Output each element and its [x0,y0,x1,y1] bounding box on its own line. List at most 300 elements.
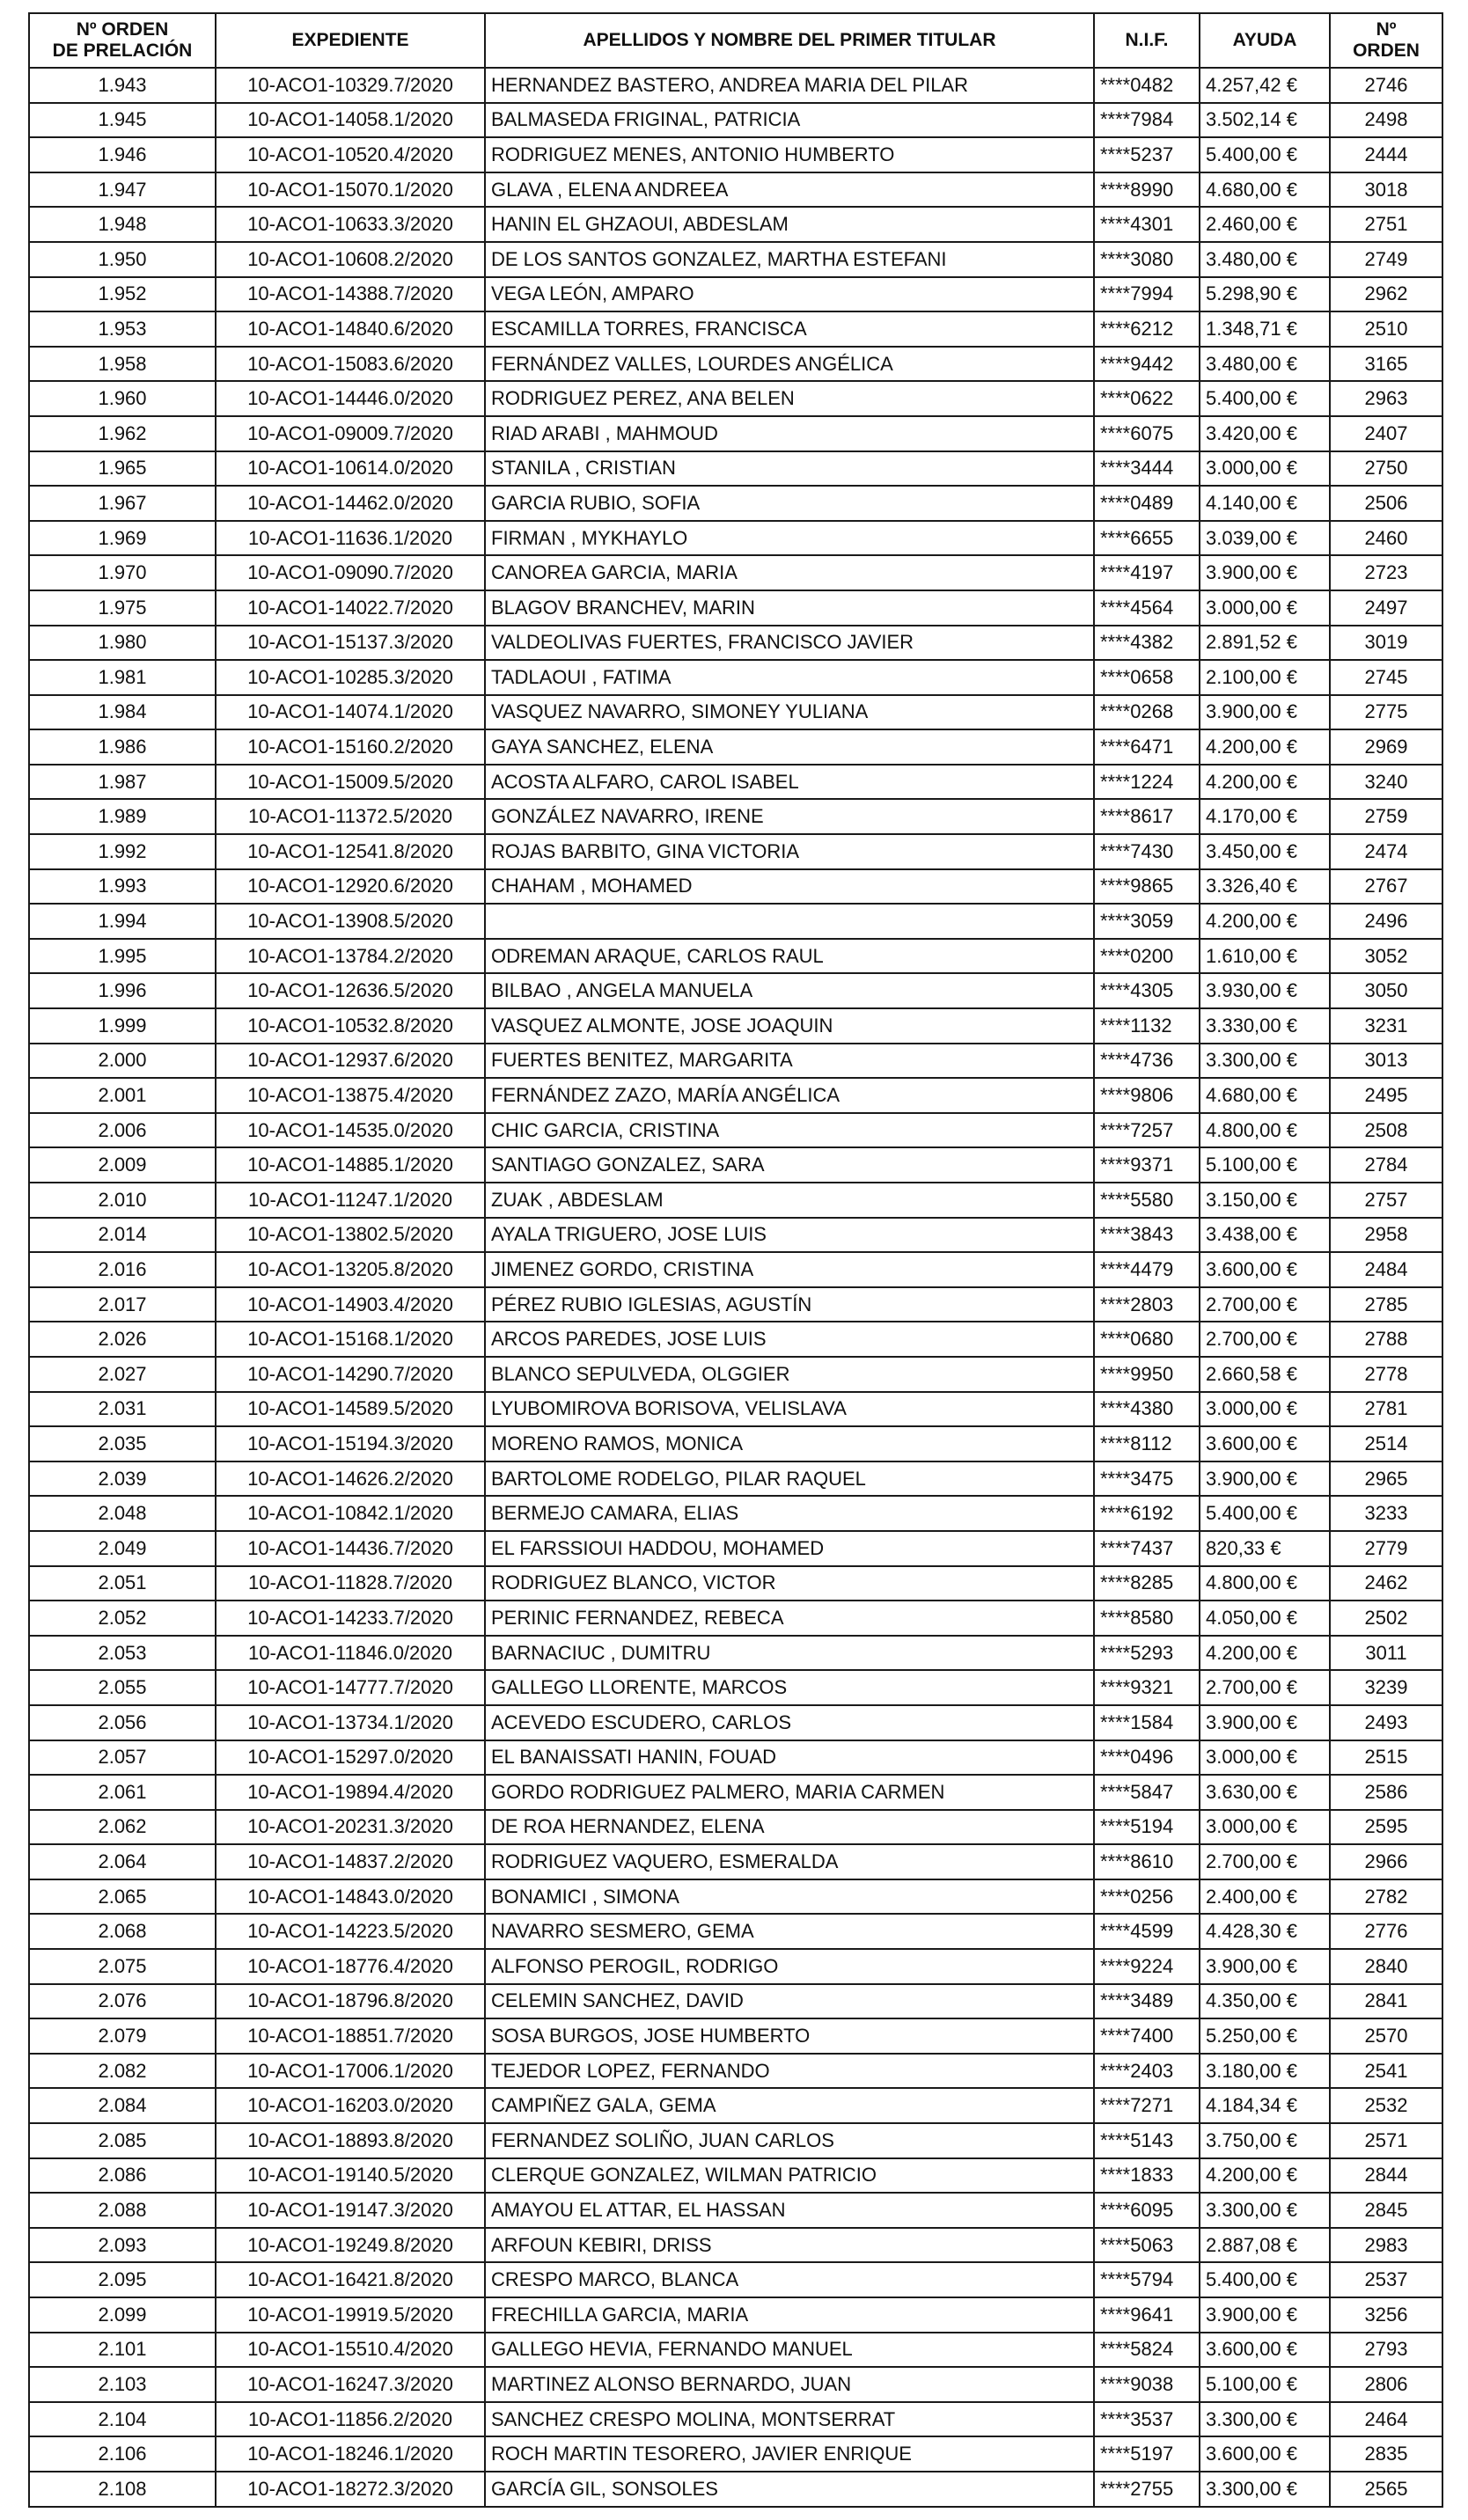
cell-expediente: 10-ACO1-18893.8/2020 [216,2123,485,2158]
cell-orden-prelacion: 2.064 [29,1844,216,1879]
cell-ayuda: 5.250,00 € [1200,2018,1330,2054]
cell-nombre: RODRIGUEZ MENES, ANTONIO HUMBERTO [485,137,1094,172]
cell-n-orden: 2462 [1330,1566,1442,1601]
cell-ayuda: 4.200,00 € [1200,765,1330,800]
cell-expediente: 10-ACO1-14903.4/2020 [216,1287,485,1322]
cell-orden-prelacion: 1.987 [29,765,216,800]
header-nombre: APELLIDOS Y NOMBRE DEL PRIMER TITULAR [485,13,1094,68]
cell-orden-prelacion: 2.095 [29,2262,216,2297]
table-row [29,521,1442,556]
table-row [29,172,1442,208]
cell-expediente: 10-ACO1-19249.8/2020 [216,2228,485,2263]
cell-orden-prelacion: 2.082 [29,2054,216,2089]
cell-ayuda: 3.300,00 € [1200,2193,1330,2228]
table-row [29,1113,1442,1148]
cell-nombre: VASQUEZ NAVARRO, SIMONEY YULIANA [485,695,1094,730]
cell-orden-prelacion: 2.049 [29,1531,216,1566]
cell-ayuda: 2.891,52 € [1200,626,1330,661]
cell-expediente: 10-ACO1-13784.2/2020 [216,939,485,974]
cell-nif: ****0496 [1094,1740,1200,1776]
cell-nif: ****7400 [1094,2018,1200,2054]
table-row [29,2436,1442,2472]
cell-expediente: 10-ACO1-19140.5/2020 [216,2158,485,2194]
cell-n-orden: 2840 [1330,1949,1442,1984]
cell-nombre: ODREMAN ARAQUE, CARLOS RAUL [485,939,1094,974]
cell-n-orden: 2963 [1330,381,1442,416]
cell-expediente: 10-ACO1-11247.1/2020 [216,1183,485,1218]
cell-nif: ****0489 [1094,486,1200,521]
cell-n-orden: 2498 [1330,103,1442,138]
cell-nif: ****3059 [1094,904,1200,939]
cell-ayuda: 5.400,00 € [1200,381,1330,416]
cell-orden-prelacion: 2.017 [29,1287,216,1322]
cell-nombre: EL FARSSIOUI HADDOU, MOHAMED [485,1531,1094,1566]
cell-orden-prelacion: 1.958 [29,347,216,382]
cell-orden-prelacion: 2.061 [29,1775,216,1810]
cell-nif: ****0482 [1094,68,1200,103]
cell-ayuda: 3.900,00 € [1200,555,1330,590]
cell-expediente: 10-ACO1-10608.2/2020 [216,242,485,277]
cell-nif: ****4305 [1094,973,1200,1008]
cell-orden-prelacion: 1.965 [29,451,216,487]
table-row [29,1810,1442,1845]
cell-nif: ****0680 [1094,1322,1200,1357]
cell-orden-prelacion: 2.101 [29,2333,216,2368]
cell-nif: ****6192 [1094,1496,1200,1531]
cell-nombre: CLERQUE GONZALEZ, WILMAN PATRICIO [485,2158,1094,2194]
cell-expediente: 10-ACO1-14885.1/2020 [216,1147,485,1183]
table-row [29,2123,1442,2158]
cell-orden-prelacion: 2.039 [29,1461,216,1497]
cell-orden-prelacion: 1.980 [29,626,216,661]
cell-n-orden: 2778 [1330,1357,1442,1392]
cell-nombre: ESCAMILLA TORRES, FRANCISCA [485,311,1094,347]
table-row [29,347,1442,382]
cell-orden-prelacion: 2.056 [29,1705,216,1740]
cell-ayuda: 4.680,00 € [1200,1078,1330,1113]
table-row [29,799,1442,834]
cell-expediente: 10-ACO1-18272.3/2020 [216,2472,485,2507]
table-row [29,1461,1442,1497]
cell-nombre: BARNACIUC , DUMITRU [485,1636,1094,1671]
cell-nif: ****4197 [1094,555,1200,590]
table-row [29,729,1442,765]
cell-ayuda: 820,33 € [1200,1531,1330,1566]
cell-nombre: GARCIA RUBIO, SOFIA [485,486,1094,521]
cell-n-orden: 2781 [1330,1392,1442,1427]
cell-n-orden: 2835 [1330,2436,1442,2472]
cell-orden-prelacion: 1.970 [29,555,216,590]
cell-nif: ****7271 [1094,2088,1200,2123]
cell-n-orden: 2541 [1330,2054,1442,2089]
cell-n-orden: 2508 [1330,1113,1442,1148]
header-expediente: EXPEDIENTE [216,13,485,68]
cell-nombre: FRECHILLA GARCIA, MARIA [485,2297,1094,2333]
cell-nombre: GALLEGO LLORENTE, MARCOS [485,1670,1094,1705]
cell-orden-prelacion: 1.996 [29,973,216,1008]
table-row [29,1078,1442,1113]
cell-n-orden: 2586 [1330,1775,1442,1810]
cell-n-orden: 2962 [1330,277,1442,312]
cell-ayuda: 4.800,00 € [1200,1566,1330,1601]
cell-nif: ****6471 [1094,729,1200,765]
cell-n-orden: 2750 [1330,451,1442,487]
cell-ayuda: 4.800,00 € [1200,1113,1330,1148]
cell-ayuda: 3.600,00 € [1200,1426,1330,1461]
cell-n-orden: 2502 [1330,1601,1442,1636]
cell-expediente: 10-ACO1-19919.5/2020 [216,2297,485,2333]
cell-n-orden: 2497 [1330,590,1442,626]
cell-ayuda: 3.750,00 € [1200,2123,1330,2158]
cell-orden-prelacion: 1.943 [29,68,216,103]
cell-expediente: 10-ACO1-10614.0/2020 [216,451,485,487]
cell-expediente: 10-ACO1-14074.1/2020 [216,695,485,730]
table-row [29,137,1442,172]
cell-n-orden: 2484 [1330,1252,1442,1287]
cell-ayuda: 2.460,00 € [1200,207,1330,242]
cell-nombre: RODRIGUEZ BLANCO, VICTOR [485,1566,1094,1601]
cell-n-orden: 2495 [1330,1078,1442,1113]
cell-nombre: LYUBOMIROVA BORISOVA, VELISLAVA [485,1392,1094,1427]
cell-nombre: RODRIGUEZ PEREZ, ANA BELEN [485,381,1094,416]
cell-ayuda: 3.300,00 € [1200,1044,1330,1079]
cell-ayuda: 3.000,00 € [1200,1392,1330,1427]
cell-nif: ****8112 [1094,1426,1200,1461]
cell-ayuda: 3.480,00 € [1200,242,1330,277]
cell-ayuda: 3.480,00 € [1200,347,1330,382]
cell-n-orden: 2958 [1330,1218,1442,1253]
table-row [29,1322,1442,1357]
cell-expediente: 10-ACO1-14840.6/2020 [216,311,485,347]
table-header [29,13,1442,68]
cell-orden-prelacion: 2.088 [29,2193,216,2228]
cell-expediente: 10-ACO1-10329.7/2020 [216,68,485,103]
cell-nif: ****4301 [1094,207,1200,242]
cell-nombre: DE LOS SANTOS GONZALEZ, MARTHA ESTEFANI [485,242,1094,277]
cell-orden-prelacion: 2.026 [29,1322,216,1357]
cell-orden-prelacion: 1.984 [29,695,216,730]
cell-expediente: 10-ACO1-14233.7/2020 [216,1601,485,1636]
table-row [29,2402,1442,2437]
cell-expediente: 10-ACO1-14223.5/2020 [216,1914,485,1949]
cell-orden-prelacion: 2.108 [29,2472,216,2507]
cell-ayuda: 4.140,00 € [1200,486,1330,521]
cell-nif: ****7430 [1094,834,1200,869]
cell-nif: ****5794 [1094,2262,1200,2297]
table-row [29,1914,1442,1949]
cell-ayuda: 4.200,00 € [1200,2158,1330,2194]
table-row [29,1740,1442,1776]
cell-nombre: SANCHEZ CRESPO MOLINA, MONTSERRAT [485,2402,1094,2437]
cell-n-orden: 2514 [1330,1426,1442,1461]
cell-expediente: 10-ACO1-14843.0/2020 [216,1879,485,1915]
table-row [29,1566,1442,1601]
cell-ayuda: 3.450,00 € [1200,834,1330,869]
cell-nombre: RIAD ARABI , MAHMOUD [485,416,1094,451]
cell-nif: ****7994 [1094,277,1200,312]
cell-n-orden: 2749 [1330,242,1442,277]
cell-ayuda: 3.039,00 € [1200,521,1330,556]
cell-nif: ****0622 [1094,381,1200,416]
cell-nombre: GARCÍA GIL, SONSOLES [485,2472,1094,2507]
cell-expediente: 10-ACO1-10633.3/2020 [216,207,485,242]
cell-n-orden: 2444 [1330,137,1442,172]
cell-ayuda: 3.420,00 € [1200,416,1330,451]
cell-ayuda: 3.438,00 € [1200,1218,1330,1253]
cell-ayuda: 4.200,00 € [1200,729,1330,765]
cell-ayuda: 3.900,00 € [1200,1461,1330,1497]
table-row [29,277,1442,312]
cell-nombre: FERNÁNDEZ ZAZO, MARÍA ANGÉLICA [485,1078,1094,1113]
cell-orden-prelacion: 2.048 [29,1496,216,1531]
cell-n-orden: 2464 [1330,2402,1442,2437]
cell-orden-prelacion: 2.035 [29,1426,216,1461]
cell-n-orden: 2779 [1330,1531,1442,1566]
cell-orden-prelacion: 2.010 [29,1183,216,1218]
cell-nombre: ALFONSO PEROGIL, RODRIGO [485,1949,1094,1984]
cell-nombre: FERNÁNDEZ VALLES, LOURDES ANGÉLICA [485,347,1094,382]
cell-ayuda: 4.050,00 € [1200,1601,1330,1636]
cell-expediente: 10-ACO1-11828.7/2020 [216,1566,485,1601]
header-orden-prelacion-line2: DE PRELACIÓN [52,40,193,61]
table-row [29,2472,1442,2507]
cell-ayuda: 3.180,00 € [1200,2054,1330,2089]
cell-expediente: 10-ACO1-13875.4/2020 [216,1078,485,1113]
cell-n-orden: 2537 [1330,2262,1442,2297]
cell-nif: ****8285 [1094,1566,1200,1601]
cell-orden-prelacion: 1.994 [29,904,216,939]
beneficiaries-table [28,12,1443,2508]
cell-ayuda: 4.200,00 € [1200,1636,1330,1671]
cell-ayuda: 5.298,90 € [1200,277,1330,312]
cell-ayuda: 5.400,00 € [1200,137,1330,172]
cell-expediente: 10-ACO1-10285.3/2020 [216,660,485,695]
cell-ayuda: 4.680,00 € [1200,172,1330,208]
cell-expediente: 10-ACO1-16247.3/2020 [216,2367,485,2402]
table-row [29,103,1442,138]
table-row [29,416,1442,451]
cell-n-orden: 2493 [1330,1705,1442,1740]
cell-expediente: 10-ACO1-13205.8/2020 [216,1252,485,1287]
cell-nif: ****6655 [1094,521,1200,556]
cell-ayuda: 2.660,58 € [1200,1357,1330,1392]
cell-n-orden: 2496 [1330,904,1442,939]
cell-expediente: 10-ACO1-20231.3/2020 [216,1810,485,1845]
cell-nombre: BLAGOV BRANCHEV, MARIN [485,590,1094,626]
cell-nombre: AMAYOU EL ATTAR, EL HASSAN [485,2193,1094,2228]
cell-expediente: 10-ACO1-15070.1/2020 [216,172,485,208]
cell-nif: ****5143 [1094,2123,1200,2158]
cell-orden-prelacion: 2.052 [29,1601,216,1636]
cell-expediente: 10-ACO1-11856.2/2020 [216,2402,485,2437]
cell-expediente: 10-ACO1-09090.7/2020 [216,555,485,590]
cell-orden-prelacion: 2.009 [29,1147,216,1183]
table-row [29,660,1442,695]
table-row [29,1984,1442,2019]
cell-ayuda: 5.400,00 € [1200,1496,1330,1531]
cell-n-orden: 2969 [1330,729,1442,765]
cell-orden-prelacion: 2.068 [29,1914,216,1949]
cell-expediente: 10-ACO1-16421.8/2020 [216,2262,485,2297]
cell-nombre: TEJEDOR LOPEZ, FERNANDO [485,2054,1094,2089]
table-row [29,1252,1442,1287]
table-row [29,555,1442,590]
table-row [29,939,1442,974]
cell-ayuda: 2.700,00 € [1200,1670,1330,1705]
cell-orden-prelacion: 1.992 [29,834,216,869]
cell-ayuda: 5.100,00 € [1200,1147,1330,1183]
table-row [29,834,1442,869]
cell-expediente: 10-ACO1-14837.2/2020 [216,1844,485,1879]
table-row [29,381,1442,416]
cell-n-orden: 2746 [1330,68,1442,103]
cell-nif: ****9806 [1094,1078,1200,1113]
cell-n-orden: 2841 [1330,1984,1442,2019]
cell-orden-prelacion: 2.104 [29,2402,216,2437]
cell-orden-prelacion: 2.099 [29,2297,216,2333]
cell-ayuda: 3.630,00 € [1200,1775,1330,1810]
cell-n-orden: 3256 [1330,2297,1442,2333]
cell-orden-prelacion: 1.953 [29,311,216,347]
cell-nif: ****8610 [1094,1844,1200,1879]
cell-nombre: CAMPIÑEZ GALA, GEMA [485,2088,1094,2123]
cell-ayuda: 2.100,00 € [1200,660,1330,695]
cell-nif: ****4564 [1094,590,1200,626]
cell-nif: ****8580 [1094,1601,1200,1636]
table-row [29,1008,1442,1044]
cell-ayuda: 3.330,00 € [1200,1008,1330,1044]
cell-nombre: BILBAO , ANGELA MANUELA [485,973,1094,1008]
cell-expediente: 10-ACO1-14462.0/2020 [216,486,485,521]
cell-nombre: CELEMIN SANCHEZ, DAVID [485,1984,1094,2019]
cell-nif: ****8617 [1094,799,1200,834]
cell-nif: ****6075 [1094,416,1200,451]
cell-nombre: NAVARRO SESMERO, GEMA [485,1914,1094,1949]
cell-orden-prelacion: 2.103 [29,2367,216,2402]
cell-nif: ****0268 [1094,695,1200,730]
cell-n-orden: 3231 [1330,1008,1442,1044]
cell-expediente: 10-ACO1-09009.7/2020 [216,416,485,451]
cell-ayuda: 3.930,00 € [1200,973,1330,1008]
header-orden-prelacion-line1: Nº ORDEN [76,19,169,40]
cell-orden-prelacion: 2.076 [29,1984,216,2019]
cell-nombre: STANILA , CRISTIAN [485,451,1094,487]
cell-n-orden: 2565 [1330,2472,1442,2507]
cell-nif: ****3475 [1094,1461,1200,1497]
table-row [29,2367,1442,2402]
cell-n-orden: 2776 [1330,1914,1442,1949]
header-row [29,13,1442,68]
cell-orden-prelacion: 2.014 [29,1218,216,1253]
cell-ayuda: 3.900,00 € [1200,1705,1330,1740]
cell-ayuda: 4.428,30 € [1200,1914,1330,1949]
cell-n-orden: 2966 [1330,1844,1442,1879]
cell-nif: ****5580 [1094,1183,1200,1218]
cell-ayuda: 5.100,00 € [1200,2367,1330,2402]
cell-nombre: MORENO RAMOS, MONICA [485,1426,1094,1461]
cell-n-orden: 2407 [1330,416,1442,451]
cell-nombre: FERNANDEZ SOLIÑO, JUAN CARLOS [485,2123,1094,2158]
cell-nombre: CANOREA GARCIA, MARIA [485,555,1094,590]
cell-expediente: 10-ACO1-15160.2/2020 [216,729,485,765]
table-row [29,765,1442,800]
cell-ayuda: 3.502,14 € [1200,103,1330,138]
cell-orden-prelacion: 2.093 [29,2228,216,2263]
cell-expediente: 10-ACO1-14777.7/2020 [216,1670,485,1705]
cell-orden-prelacion: 2.084 [29,2088,216,2123]
cell-ayuda: 3.900,00 € [1200,695,1330,730]
cell-expediente: 10-ACO1-11372.5/2020 [216,799,485,834]
cell-nif: ****7437 [1094,1531,1200,1566]
cell-expediente: 10-ACO1-15194.3/2020 [216,1426,485,1461]
cell-ayuda: 1.348,71 € [1200,311,1330,347]
cell-ayuda: 4.257,42 € [1200,68,1330,103]
cell-expediente: 10-ACO1-14589.5/2020 [216,1392,485,1427]
cell-n-orden: 3050 [1330,973,1442,1008]
table-row [29,1636,1442,1671]
table-row [29,242,1442,277]
cell-orden-prelacion: 1.989 [29,799,216,834]
cell-nombre: PERINIC FERNANDEZ, REBECA [485,1601,1094,1636]
cell-n-orden: 2751 [1330,207,1442,242]
cell-nombre: ROCH MARTIN TESORERO, JAVIER ENRIQUE [485,2436,1094,2472]
cell-orden-prelacion: 1.962 [29,416,216,451]
cell-ayuda: 3.000,00 € [1200,1740,1330,1776]
cell-orden-prelacion: 1.995 [29,939,216,974]
cell-expediente: 10-ACO1-18796.8/2020 [216,1984,485,2019]
cell-nif: ****4599 [1094,1914,1200,1949]
cell-orden-prelacion: 1.999 [29,1008,216,1044]
cell-nif: ****9950 [1094,1357,1200,1392]
table-row [29,2088,1442,2123]
cell-expediente: 10-ACO1-18776.4/2020 [216,1949,485,1984]
cell-n-orden: 3011 [1330,1636,1442,1671]
cell-nif: ****3489 [1094,1984,1200,2019]
table-row [29,2018,1442,2054]
cell-nif: ****5063 [1094,2228,1200,2263]
cell-ayuda: 3.000,00 € [1200,1810,1330,1845]
cell-expediente: 10-ACO1-17006.1/2020 [216,2054,485,2089]
cell-n-orden: 3013 [1330,1044,1442,1079]
cell-expediente: 10-ACO1-15083.6/2020 [216,347,485,382]
cell-n-orden: 2983 [1330,2228,1442,2263]
cell-nif: ****5237 [1094,137,1200,172]
cell-nif: ****9865 [1094,869,1200,905]
cell-orden-prelacion: 1.975 [29,590,216,626]
cell-n-orden: 2757 [1330,1183,1442,1218]
cell-orden-prelacion: 2.031 [29,1392,216,1427]
header-nif: N.I.F. [1094,13,1200,68]
cell-n-orden: 3233 [1330,1496,1442,1531]
cell-ayuda: 4.184,34 € [1200,2088,1330,2123]
cell-nombre: MARTINEZ ALONSO BERNARDO, JUAN [485,2367,1094,2402]
cell-nombre: PÉREZ RUBIO IGLESIAS, AGUSTÍN [485,1287,1094,1322]
table-row [29,1670,1442,1705]
cell-ayuda: 3.300,00 € [1200,2402,1330,2437]
header-orden-prelacion [29,13,216,68]
table-row [29,1496,1442,1531]
cell-orden-prelacion: 1.981 [29,660,216,695]
cell-orden-prelacion: 2.055 [29,1670,216,1705]
cell-ayuda: 3.900,00 € [1200,1949,1330,1984]
cell-nombre: SOSA BURGOS, JOSE HUMBERTO [485,2018,1094,2054]
cell-nif: ****2803 [1094,1287,1200,1322]
cell-orden-prelacion: 2.027 [29,1357,216,1392]
cell-nombre: VASQUEZ ALMONTE, JOSE JOAQUIN [485,1008,1094,1044]
cell-expediente: 10-ACO1-14535.0/2020 [216,1113,485,1148]
cell-nif: ****5847 [1094,1775,1200,1810]
cell-nombre: JIMENEZ GORDO, CRISTINA [485,1252,1094,1287]
